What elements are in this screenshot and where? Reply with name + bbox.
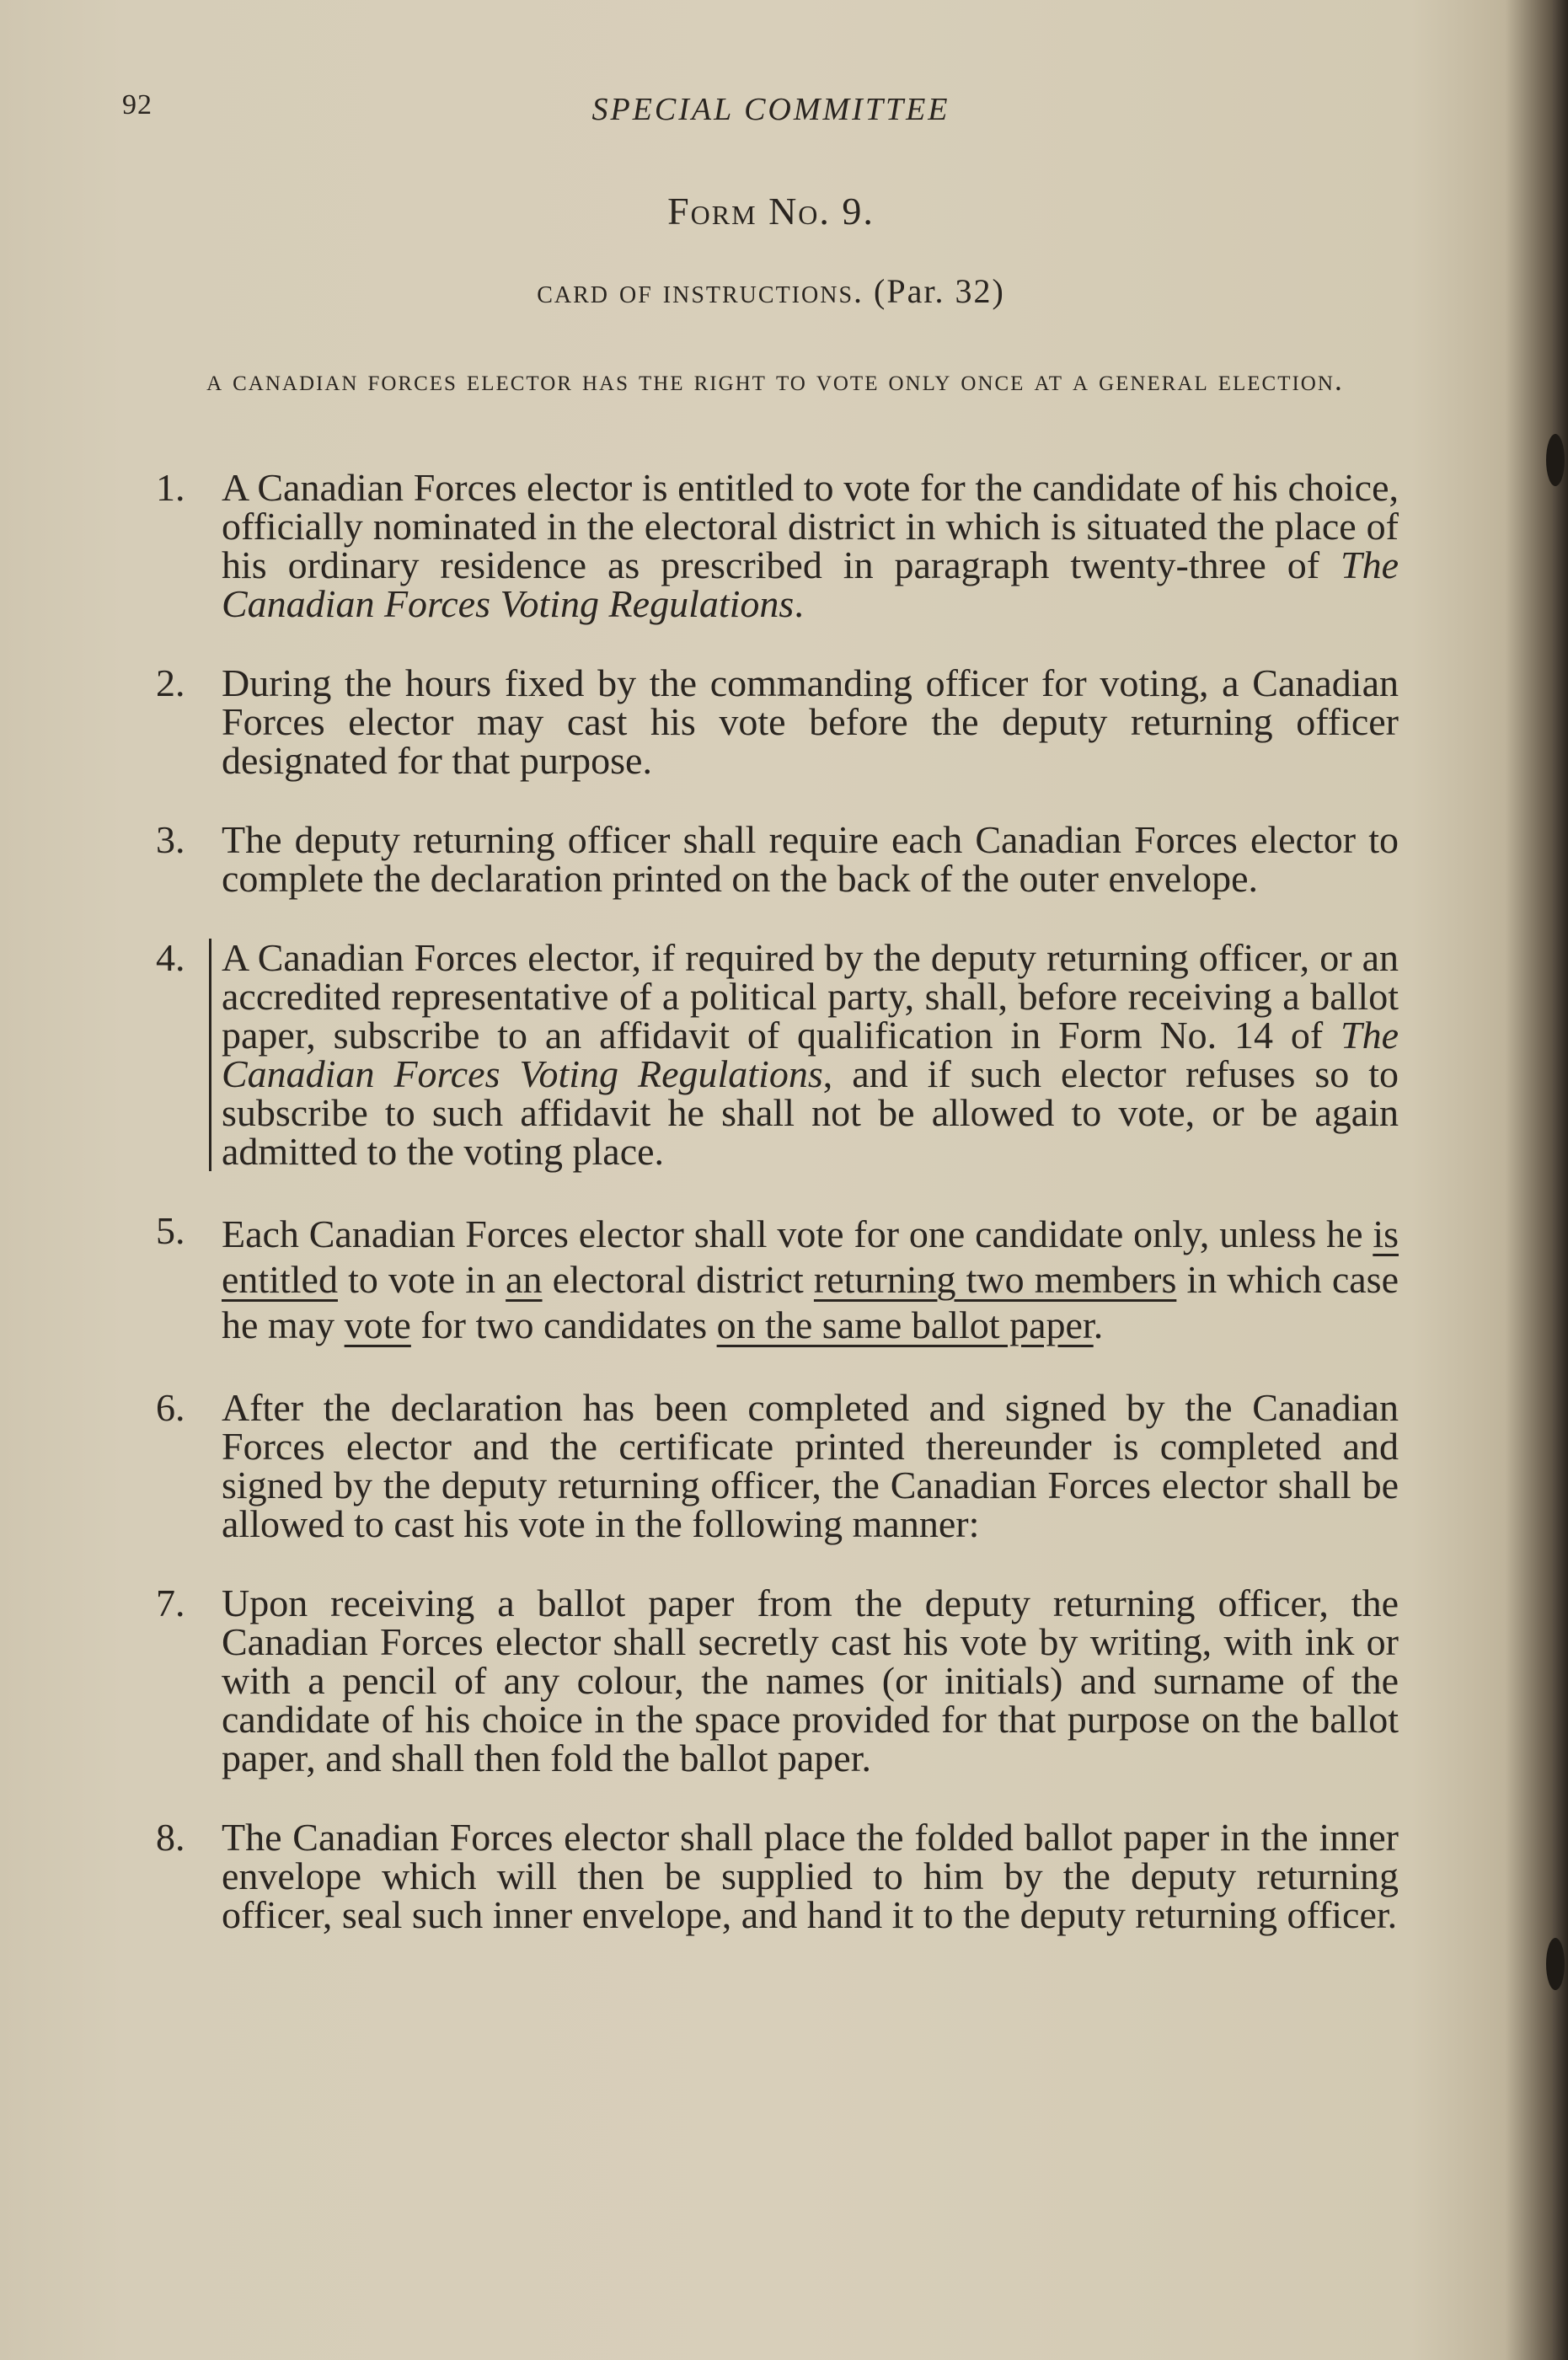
instruction-item	[156, 1386, 1399, 1545]
item-number: 2.	[156, 661, 185, 704]
regulations-title: The Canadian Forces Voting Regulations	[222, 543, 1399, 625]
card-heading	[0, 271, 1542, 311]
regulations-title: The Canadian Forces Voting Regulations	[222, 1014, 1399, 1095]
item-number: 3.	[156, 818, 185, 861]
form-title: Form No. 9.	[667, 190, 875, 233]
item-text: Upon receiving a ballot paper from the deputy returning officer, the Canadian Forces elector shall secretly cast his vote by writing, with ink or with a pencil of any colour, the names (or initials) and surname of the candidate of his choice in the space provided for that purpose on the ballot paper, and shall then fold the ballot paper.	[222, 1581, 1399, 1779]
item-text-part: A Canadian Forces elector, if required by the deputy returning officer, or an accredited representative of a political party, shall, before receiving a ballot paper, subscribe to an affidavit of qualification in Form No. 14 of	[222, 936, 1399, 1057]
item-number: 4.	[156, 936, 185, 979]
binding-clip-mark	[1546, 434, 1565, 486]
voting-notice: a canadian forces elector has the right to vote only once at a general election.	[206, 363, 1344, 397]
item-number: 6.	[156, 1386, 185, 1429]
item-text-part: to vote in	[337, 1258, 506, 1301]
card-heading-caps: card of instructions.	[537, 272, 864, 310]
item-text-part: , and if such elector refuses so to subscribe to such affidavit he shall not be allowed to vote, or be again admitted to the voting place.	[222, 1052, 1399, 1173]
item-text-part: Each Canadian Forces elector shall vote for one candidate only, unless he	[222, 1212, 1373, 1255]
item-text-part: electoral district	[542, 1258, 814, 1301]
instruction-item	[156, 1818, 1399, 1935]
item-number: 1.	[156, 466, 185, 509]
instruction-item	[156, 468, 1399, 623]
item-text	[222, 1212, 1399, 1348]
item-text: The deputy returning officer shall require each Canadian Forces elector to complete the declaration printed on the back of the outer envelope.	[222, 818, 1399, 900]
item-text: During the hours fixed by the commanding officer for voting, a Canadian Forces elector may cast his vote before the deputy returning officer designated for that purpose.	[222, 661, 1399, 782]
underlined-text: returning two members	[813, 1258, 1177, 1301]
item-number: 7.	[156, 1581, 185, 1624]
instruction-item	[156, 818, 1399, 900]
instruction-item	[156, 661, 1399, 782]
instruction-item	[156, 1581, 1399, 1779]
card-heading-ref: (Par. 32)	[874, 272, 1005, 310]
item-number: 8.	[156, 1816, 185, 1859]
item-text-part: in which case he may	[222, 1258, 1399, 1346]
binding-clip-mark	[1546, 1938, 1565, 1990]
item-text-part: for two candidates	[410, 1303, 717, 1346]
item-text-part: .	[794, 582, 804, 625]
instruction-item-marked	[156, 936, 1399, 1173]
item-text-part: .	[1093, 1303, 1104, 1346]
running-head: SPECIAL COMMITTEE	[591, 92, 950, 127]
page-number: 92	[122, 89, 153, 120]
underlined-text: is entitled	[222, 1212, 1399, 1301]
item-text	[222, 468, 1399, 623]
instruction-item-underlined	[156, 1209, 1399, 1348]
item-text	[209, 936, 1399, 1173]
underlined-text: on the same ballot paper	[716, 1303, 1094, 1346]
underlined-text: vote	[344, 1303, 411, 1346]
item-text-part: A Canadian Forces elector is entitled to vote for the candidate of his choice, officially nominated in the electoral district in which is situated the place of his ordinary residence as prescribed in paragraph twenty-three of	[222, 466, 1399, 586]
item-text: After the declaration has been completed and signed by the Canadian Forces elector and the certificate printed thereunder is completed and signed by the deputy returning officer, the Canadian Forces elector shall be allowed to cast his vote in the following manner:	[222, 1386, 1399, 1545]
item-number: 5.	[156, 1209, 185, 1252]
underlined-text: an	[506, 1258, 543, 1301]
item-text: The Canadian Forces elector shall place the folded ballot paper in the inner envelope which will then be supplied to him by the deputy returning officer, seal such inner envelope, and hand it to the deputy returning officer.	[222, 1816, 1399, 1936]
instruction-list	[156, 468, 1399, 1975]
book-spine-shadow	[1553, 0, 1568, 2360]
